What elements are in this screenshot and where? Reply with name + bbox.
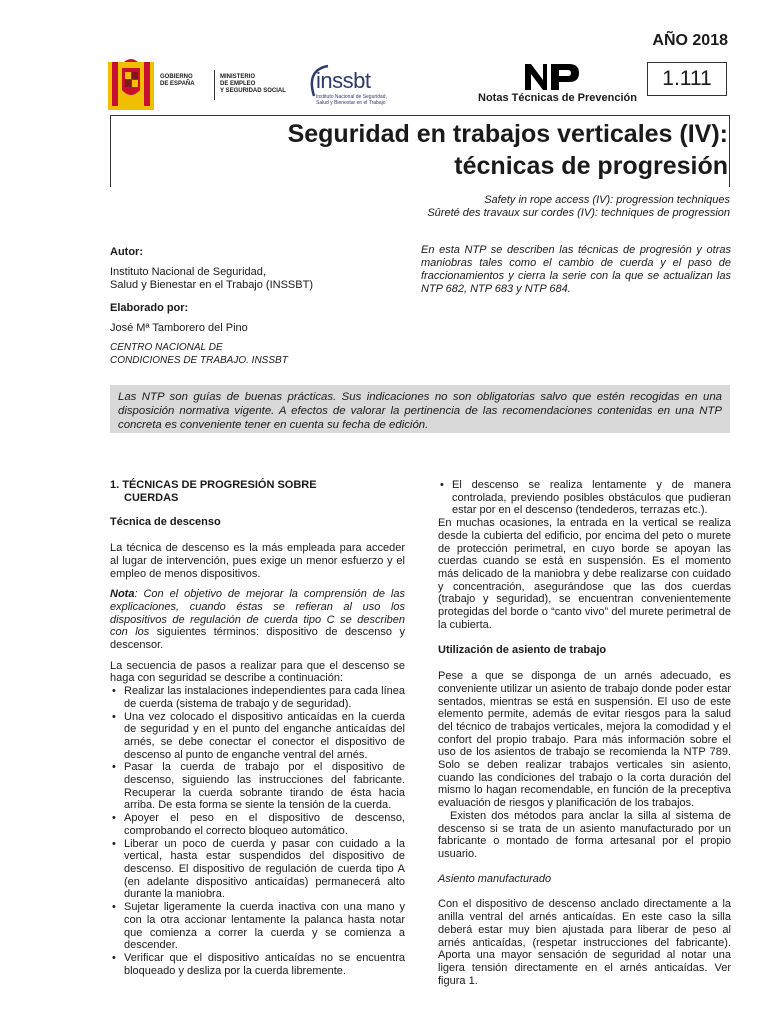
title-french: Sûreté des travaux sur cordes (IV): techniques de progression — [427, 207, 730, 219]
np-logo-icon — [521, 60, 591, 92]
list-item: • Apoyer el peso en el dispositivo de descenso, comprobando el correcto bloqueo automático. — [110, 812, 405, 837]
paragraph: Existen dos métodos para anclar la silla al sistema de descenso si se trata de un asiento manufacturado por un fabricante o montado de forma artesanal por el propio usuario. — [438, 809, 731, 860]
left-column — [110, 479, 405, 977]
legal-notice: Las NTP son guías de buenas prácticas. Sus indicaciones no son obligatorias salvo que estén recogidas en una disposición normativa vigente. A efectos de valorar la pertinencia de las recomendaciones contenidas en una NTP concreta es conveniente tener en cuenta su fecha de edición. — [110, 385, 730, 433]
title-english: Safety in rope access (IV): progression techniques — [484, 194, 730, 206]
ntp-logo — [521, 60, 591, 92]
inssbt-subtitle: Instituto Nacional de Seguridad, Salud y Bienestar en el Trabajo — [316, 94, 387, 106]
paragraph: Pese a que se disponga de un arnés adecuado, es conveniente utilizar un asiento de trabajo donde poder estar sentados, mientras se está en suspensión. El uso de este elemento permite, además de evitar riesgos para la salud del técnico de trabajos verticales, mejora la comodidad y el confort del propio trabajo. Para más información sobre el uso de los asientos de trabajo se recomienda la NTP 789. Solo se deben realizar trabajos verticales sin asiento, cuando las condiciones del trabajo o la corta duración del mismo lo hagan recomendable, en función de la preceptiva evaluación de riesgos y planificación de los trabajos. — [438, 670, 731, 810]
inssbt-name: inssbt — [316, 68, 371, 93]
author-block — [110, 246, 410, 367]
author-heading: Autor: — [110, 246, 143, 258]
prepared-name: José Mª Tamborero del Pino — [110, 322, 248, 334]
prepared-heading: Elaborado por: — [110, 302, 189, 314]
inssbt-logo — [294, 58, 398, 112]
list-item: • Verificar que el dispositivo anticaídas no se encuentra bloqueado y desliza por la cuerda libremente. — [110, 952, 405, 977]
ntp-caption: Notas Técnicas de Prevención — [478, 92, 637, 104]
subheading-descenso: Técnica de descenso — [110, 516, 221, 529]
paragraph: La secuencia de pasos a realizar para que el descenso se haga con seguridad se describe a continuación: — [110, 659, 405, 685]
list-item: • Pasar la cuerda de trabajo por el dispositivo de descenso, siguiendo las instrucciones del fabricante. Recuperar la cuerda sobrante tirando de ésta hacia arriba. De esta forma se siente la tensión de la cuerda. — [110, 761, 405, 812]
edition-year: AÑO 2018 — [652, 32, 728, 49]
list-item: • Liberar un poco de cuerda y pasar con cuidado a la vertical, hasta estar suspendidos del dispositivo de descenso. El dispositivo de regulación de cuerda tipo A (en adelante dispositivo anticaídas) permanecerá alto durante la maniobra. — [110, 838, 405, 902]
right-column — [438, 479, 731, 987]
title-line-2: técnicas de progresión — [454, 152, 728, 180]
steps-list — [110, 685, 405, 977]
list-item: • El descenso se realiza lentamente y de manera controlada, previendo posibles obstáculos que pudieran estar por en el descenso (tendederos, terrazas etc.). — [438, 479, 731, 517]
paragraph: La técnica de descenso es la más empleada para acceder al lugar de intervención, pues exige un menor esfuerzo y el empleo de menos dispositivos. — [110, 542, 405, 580]
gobierno-text: GOBIERNO DE ESPAÑA — [160, 74, 195, 87]
ntp-number: 1.111 — [647, 62, 727, 96]
paragraph: Con el dispositivo de descenso anclado directamente a la anilla ventral del arnés anticaídas. En este caso la silla deberá estar muy bien ajustada para liberar de peso al arnés anticaídas, (respetar instrucciones del fabricante). Aporta una mayor sensación de seguridad al notar una ligera tensión directamente en el arnés anticaídas. Ver figura 1. — [438, 898, 731, 987]
paragraph: En muchas ocasiones, la entrada en la vertical se realiza desde la cubierta del edificio, por encima del peto o murete de protección perimetral, en cuyo borde se apoyan las cuerdas cuando se está en suspensión. Es el momento más delicado de la maniobra y debe realizarse con cuidado y concentración, asegurándose que las dos cuerdas (trabajo y seguridad), se encuentran convenientemente protegidas del borde o “canto vivo” del murete perimetral de la cubierta. — [438, 517, 731, 631]
steps-list-continued — [438, 479, 731, 517]
subheading-asiento-manufacturado: Asiento manufacturado — [438, 872, 552, 885]
author-name: Instituto Nacional de Seguridad, Salud y Bienestar en el Trabajo (INSSBT) — [110, 266, 313, 291]
list-item: • Realizar las instalaciones independientes para cada línea de cuerda (sistema de trabajo y de seguridad). — [110, 685, 405, 710]
section-title: 1. TÉCNICAS DE PROGRESIÓN SOBRE CUERDAS — [110, 479, 317, 504]
list-item: • Una vez colocado el dispositivo anticaídas en la cuerda de seguridad y en el punto del enganche anticaídas del arnés, se debe conectar el conector el dispositivo de descenso al punto de enganche ventral del arnés. — [110, 711, 405, 762]
subheading-asiento: Utilización de asiento de trabajo — [438, 644, 607, 657]
divider — [214, 70, 215, 100]
government-logos — [108, 56, 398, 114]
centro-name: CENTRO NACIONAL DE CONDICIONES DE TRABAJO. INSSBT — [110, 342, 288, 366]
list-item: • Sujetar ligeramente la cuerda inactiva con una mano y con la otra accionar lentamente la palanca hasta notar que comienza a correr la cuerda y se comienza a descender. — [110, 901, 405, 952]
ministerio-text: MINISTERIO DE EMPLEO Y SEGURIDAD SOCIAL — [220, 74, 286, 94]
title-line-1: Seguridad en trabajos verticales (IV): — [287, 120, 728, 148]
spain-coat-of-arms-icon — [108, 58, 154, 110]
abstract: En esta NTP se describen las técnicas de progresión y otras maniobras tales como el cambio de cuerda y el paso de fraccionamientos y cierra la serie con la que se actualizan las NTP 682, NTP 683 y NTP 684. — [421, 244, 731, 295]
nota-paragraph: Nota: Con el objetivo de mejorar la comprensión de las explicaciones, cuando éstas se refieran al uso los dispositivos de regulación de cuerda tipo C se describen con los siguientes términos: dispositivo de descenso y descensor. — [110, 588, 405, 652]
